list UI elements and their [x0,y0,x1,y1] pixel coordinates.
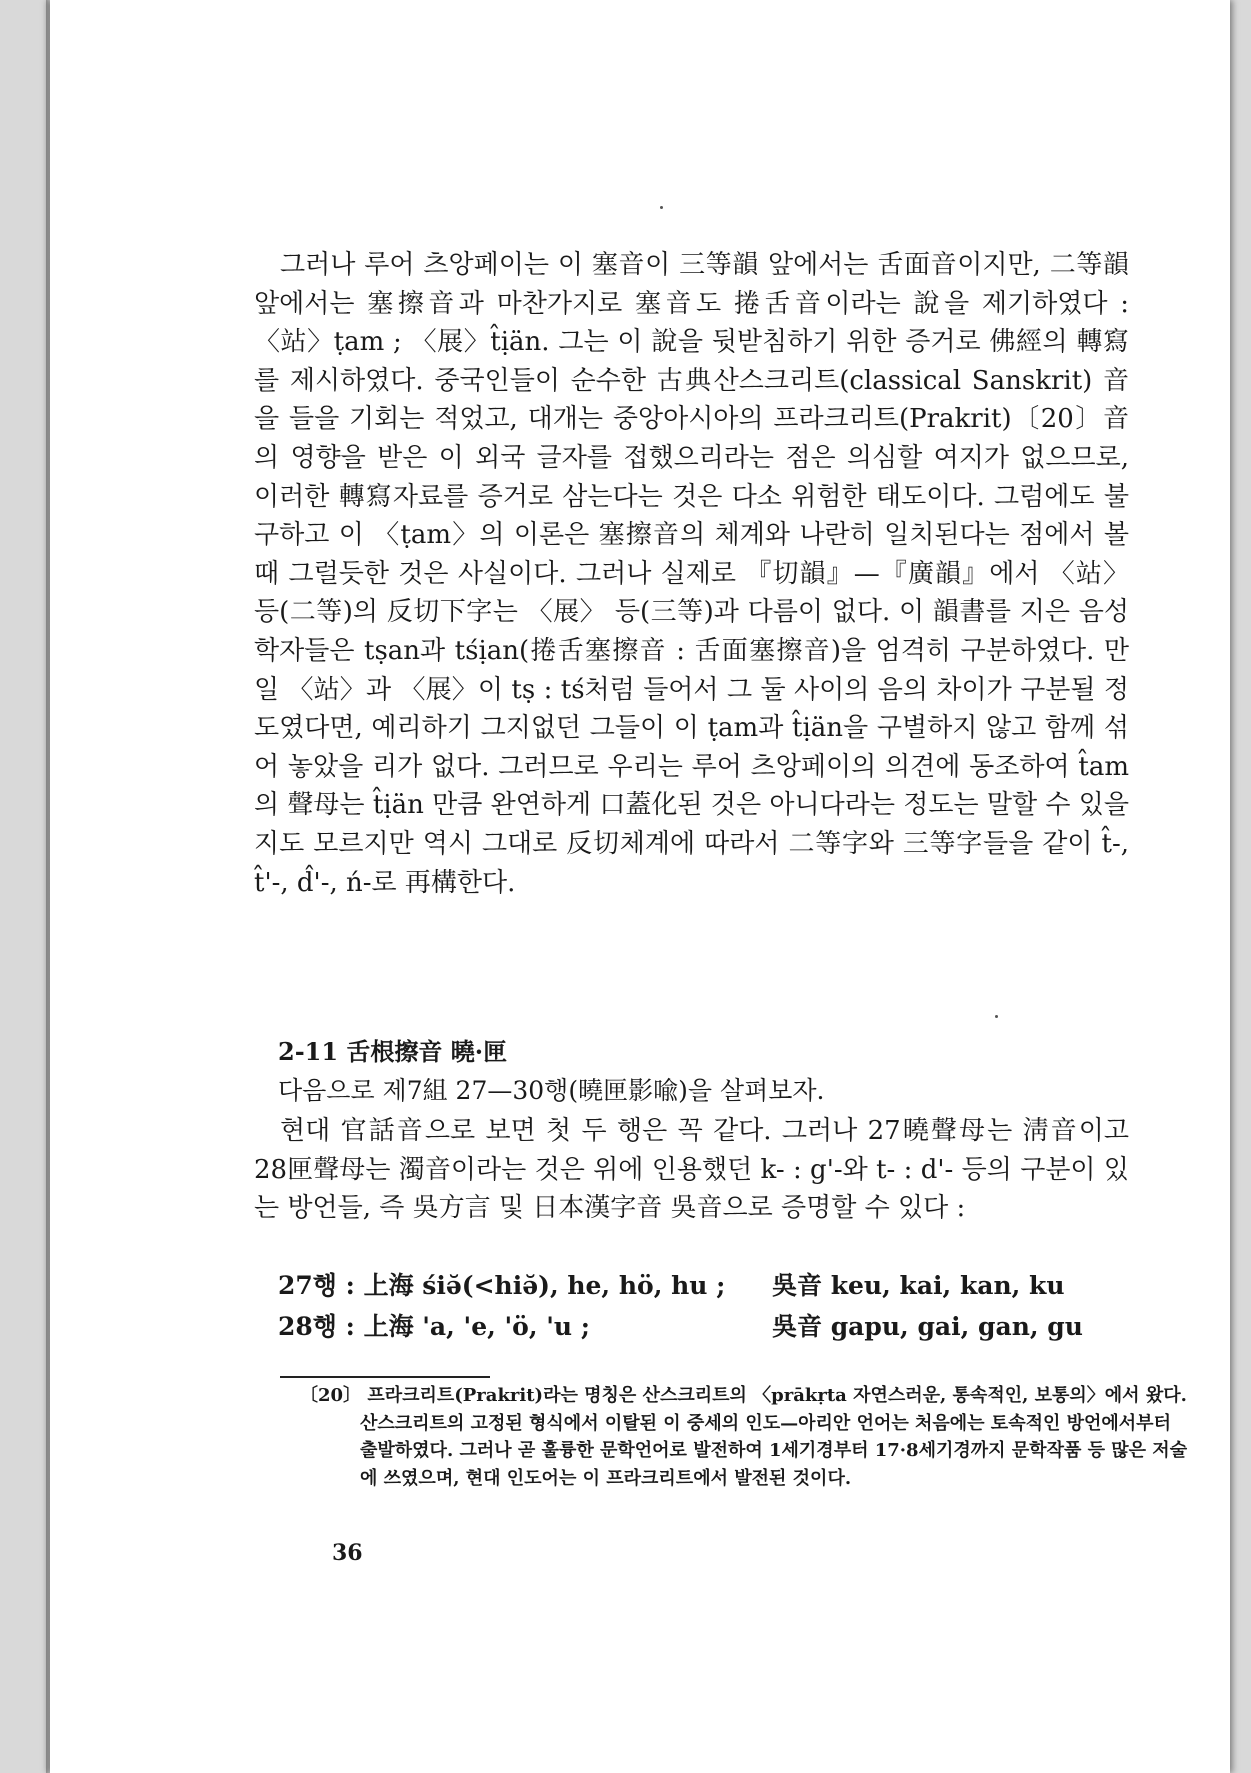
example-row [278,1266,1065,1302]
footnote: 〔20〕 프라크리트(Prakrit)라는 명칭은 산스크리트의 〈prākṛta 자연스러운, 통속적인, 보통의〉에서 왔다. 산스크리트의 고정된 형식에서 이탈된 이 중세의 인도—아리안 언어는 처음에는 토속적인 방언에서부터 출발하였다. 그러나 곧 훌륭한 문학언어로 발전하여 1세기경부터 17·8세기경까지 문학작품 등 많은 저술에 쓰였으며, 현대 인도어는 이 프라크리트에서 발전된 것이다. [300,1385,1188,1489]
section-lead: 다음으로 제7組 27—30행(曉匣影喩)을 살펴보자. [278,1076,825,1105]
example-right: 吳音 keu, kai, kan, ku [772,1271,1065,1300]
book-page [50,0,1230,1773]
footnote-rule [280,1376,490,1378]
scan-speck [660,206,663,209]
example-right: 吳音 gapu, gai, gan, gu [772,1312,1083,1341]
main-text-block [254,246,1129,902]
paragraph: 그러나 루어 츠앙페이는 이 塞音이 三等韻 앞에서는 舌面音이지만, 二等韻 앞에서는 塞擦音과 마찬가지로 塞音도 捲舌音이라는 說을 제기하였다 : 〈站〉ṭam ; 〈展〉t̂ịän. 그는 이 說을 뒷받침하기 위한 증거로 佛經의 轉寫를 제시하였다. 중국인들이 순수한 古典산스크리트(classical Sanskrit) 音을 들을 기회는 적었고, 대개는 중앙아시아의 프라크리트(Prakrit)〔20〕音의 영향을 받은 이 외국 글자를 접했으리라는 점은 의심할 여지가 없으므로, 이러한 轉寫자료를 증거로 삼는다는 것은 다소 위험한 태도이다. 그럼에도 불구하고 이 〈ṭam〉의 이론은 塞擦音의 체계와 나란히 일치된다는 점에서 볼 때 그럴듯한 것은 사실이다. 그러나 실제로 『切韻』—『廣韻』에서 〈站〉 등(二等)의 反切下字는 〈展〉 등(三等)과 다름이 없다. 이 韻書를 지은 음성학자들은 tṣan과 tśịan(捲舌塞擦音 : 舌面塞擦音)을 엄격히 구분하였다. 만일 〈站〉과 〈展〉이 tṣ : tś처럼 들어서 그 둘 사이의 음의 차이가 구분될 정도였다면, 예리하기 그지없던 그들이 이 ṭam과 t̂ịän을 구별하지 않고 함께 섞어 놓았을 리가 없다. 그러므로 우리는 루어 츠앙페이의 의견에 동조하여 t̂am의 聲母는 t̂ịän 만큼 완연하게 口蓋化된 것은 아니다라는 정도는 말할 수 있을지도 모르지만 역시 그대로 反切체계에 따라서 二等字와 三等字들을 같이 t̂-, t̂'-, d̂'-, ń-로 再構한다. [254,250,1129,898]
paragraph: 현대 官話音으로 보면 첫 두 행은 꼭 같다. 그러나 27曉聲母는 淸音이고 28匣聲母는 濁音이라는 것은 위에 인용했던 k- : g'-와 t- : d'- 등의 구분이 있는 방언들, 즉 吳方言 및 日本漢字音 吳音으로 증명할 수 있다 : [254,1116,1129,1224]
example-row [278,1307,1083,1343]
section-heading: 2-11 舌根擦音 曉·匣 [278,1037,508,1066]
second-text-block [254,1112,1129,1228]
scan-speck [995,1015,998,1018]
page-number: 36 [332,1540,363,1566]
example-left: 28행 : 上海 'a, 'e, 'ö, 'u ; [278,1312,591,1341]
example-left: 27행 : 上海 śiə̆(<hiə̆), he, hö, hu ; [278,1271,726,1300]
